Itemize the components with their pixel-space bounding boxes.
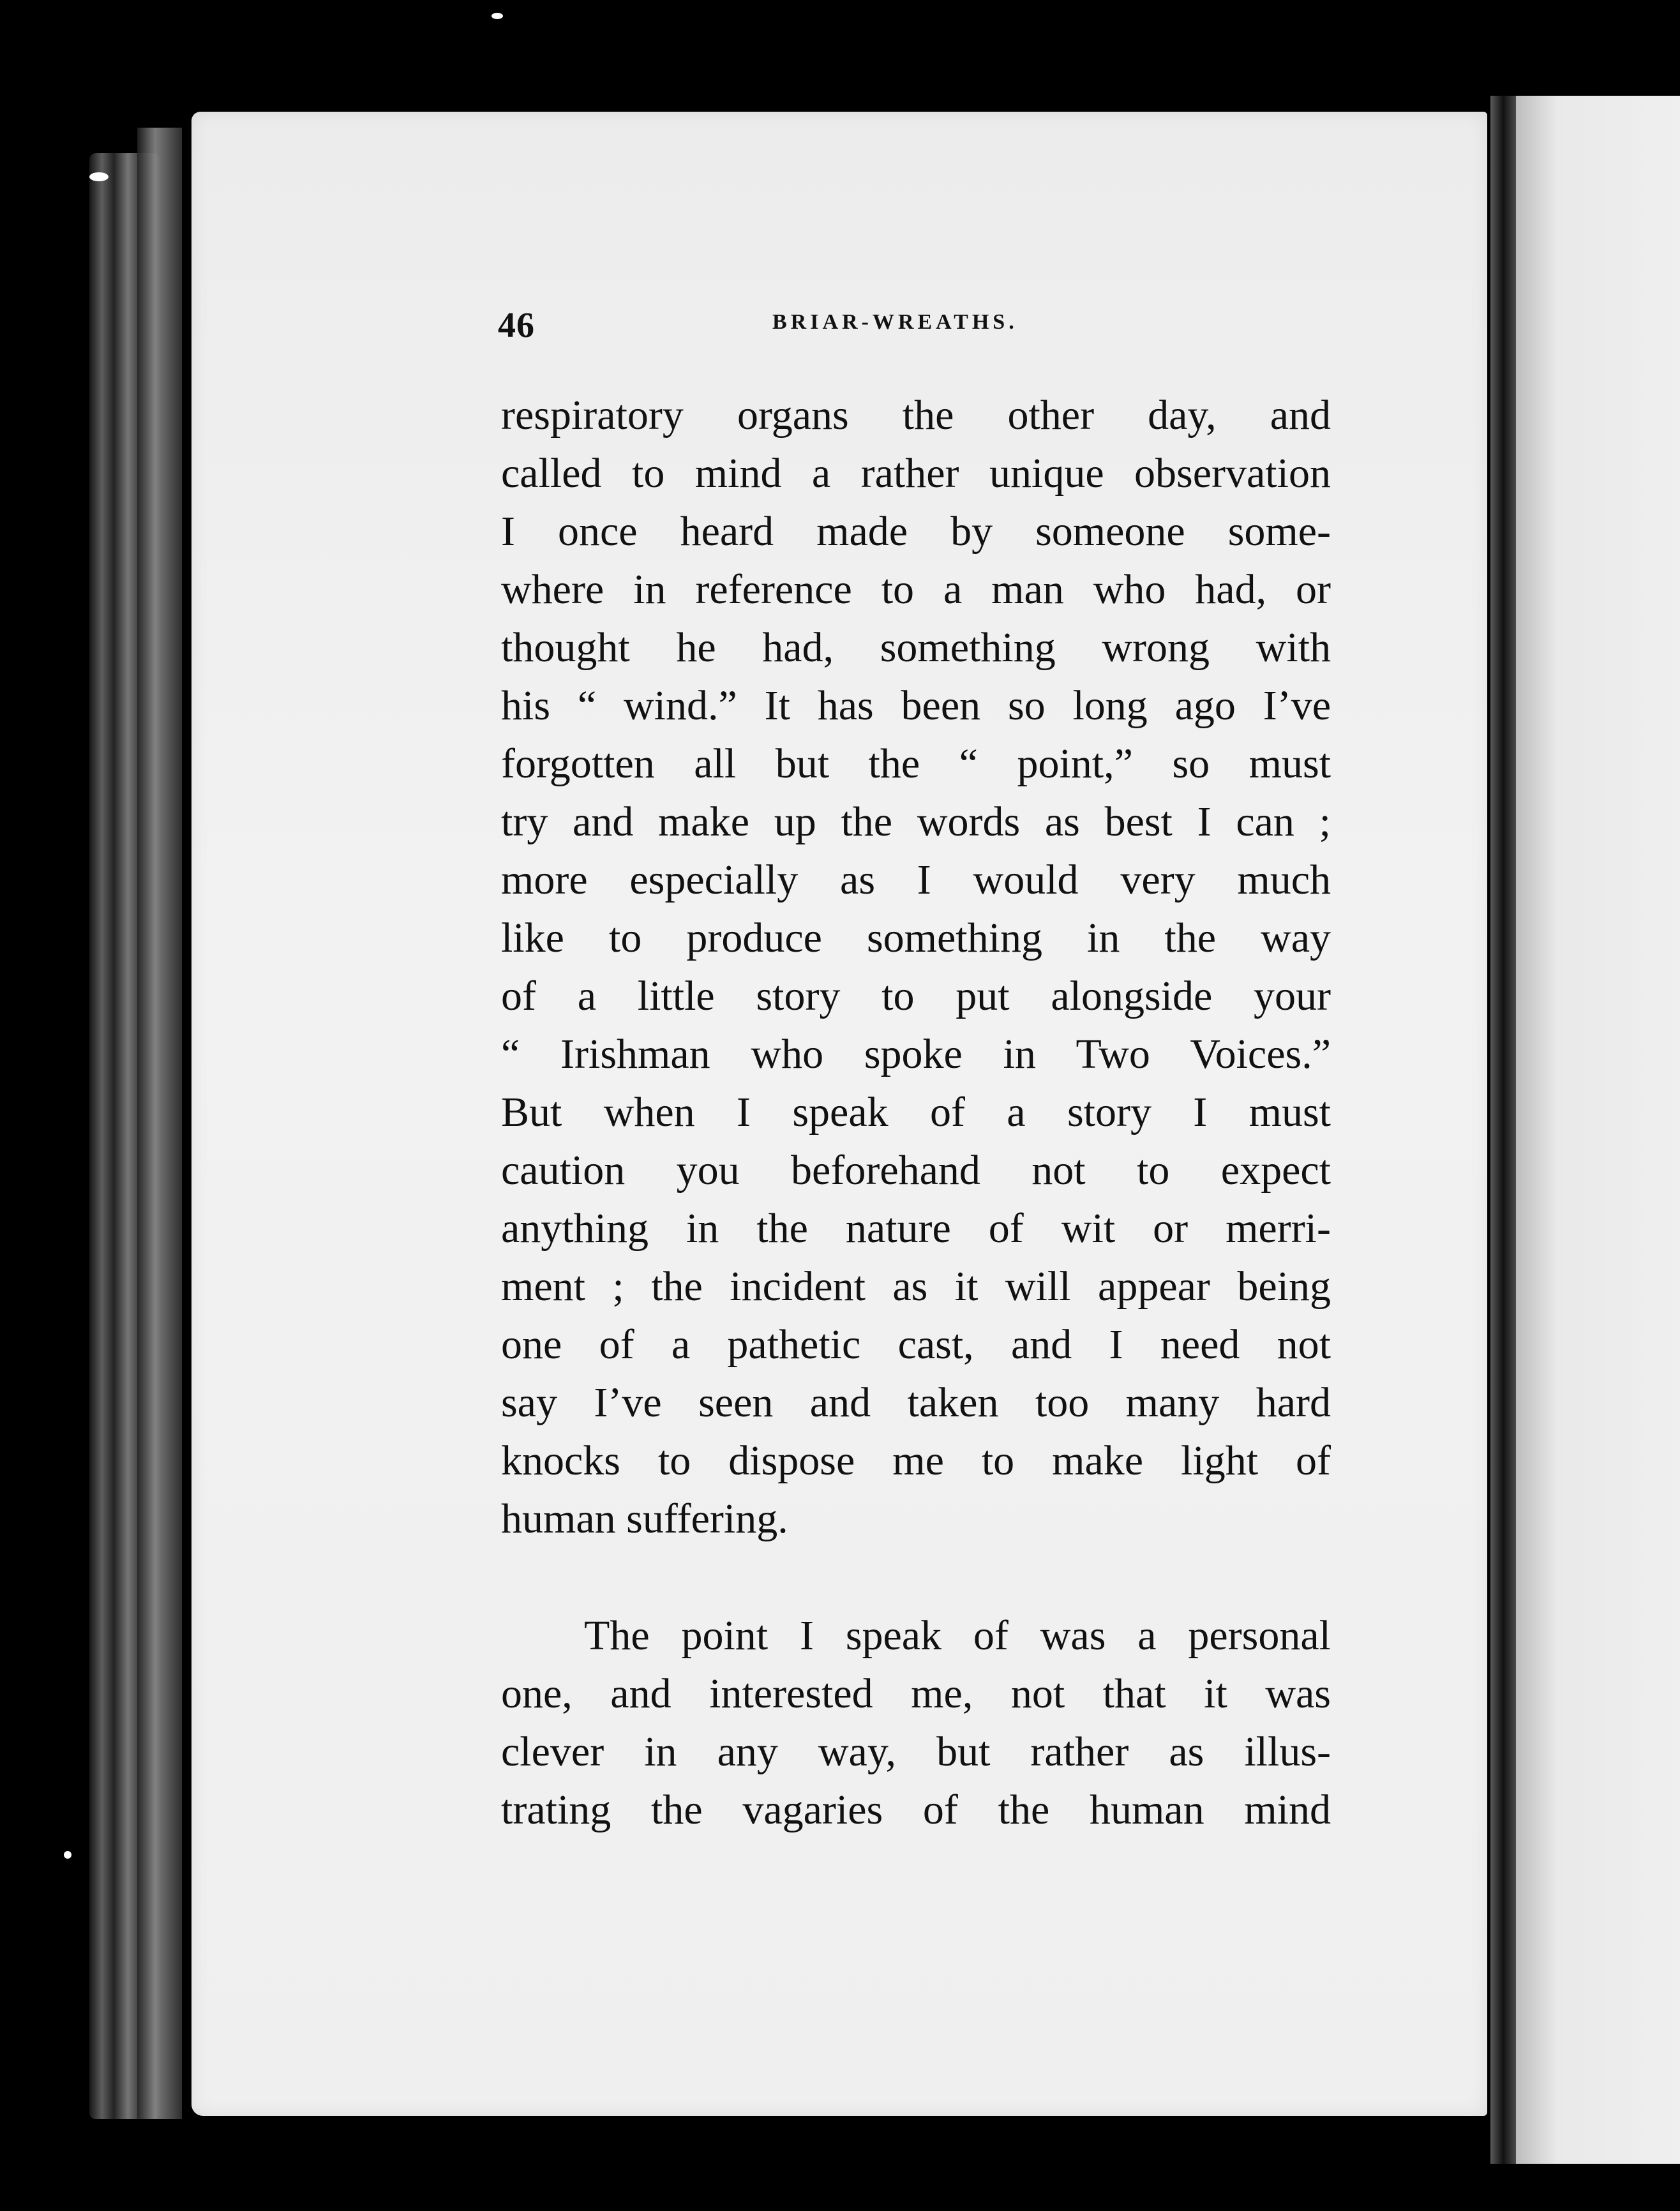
text-line: respiratory organs the other day, and xyxy=(501,392,1331,438)
text-line: human suffering. xyxy=(501,1495,788,1542)
text-line: trating the vagaries of the human mind xyxy=(501,1787,1331,1833)
text-line: try and make up the words as best I can ; xyxy=(501,798,1331,845)
text-line: anything in the nature of wit or merri- xyxy=(501,1205,1331,1252)
book-binding-edge xyxy=(137,128,182,2119)
text-line: forgotten all but the “ point,” so must xyxy=(501,740,1331,787)
text-line: like to produce something in the way xyxy=(501,915,1331,961)
text-line: I once heard made by someone some- xyxy=(501,508,1331,555)
text-line: of a little story to put alongside your xyxy=(501,973,1331,1019)
text-line: thought he had, something wrong with xyxy=(501,624,1331,671)
text-line: one, and interested me, not that it was xyxy=(501,1670,1331,1717)
text-line: more especially as I would very much xyxy=(501,857,1331,903)
text-line: The point I speak of was a personal xyxy=(584,1612,1331,1659)
page-header xyxy=(498,305,1340,356)
text-line: where in reference to a man who had, or xyxy=(501,566,1331,613)
text-line: knocks to dispose me to make light of xyxy=(501,1437,1331,1484)
page-number: 46 xyxy=(498,306,535,345)
page-gutter xyxy=(1490,96,1516,2164)
paragraph-gap xyxy=(501,1548,1331,1607)
text-line: clever in any way, but rather as illus- xyxy=(501,1728,1331,1775)
text-line: ment ; the incident as it will appear being xyxy=(501,1263,1331,1310)
scan-speck xyxy=(89,172,109,181)
text-line: his “ wind.” It has been so long ago I’ve xyxy=(501,682,1331,729)
text-line: caution you beforehand not to expect xyxy=(501,1147,1331,1194)
facing-page-edge xyxy=(1516,96,1680,2164)
text-line: one of a pathetic cast, and I need not xyxy=(501,1321,1331,1368)
text-line: called to mind a rather unique observation xyxy=(501,450,1331,497)
running-head: BRIAR-WREATHS. xyxy=(772,310,1018,334)
text-line: “ Irishman who spoke in Two Voices.” xyxy=(501,1031,1331,1077)
body-text xyxy=(501,386,1331,1839)
paragraph-2 xyxy=(501,1607,1331,1839)
text-line: But when I speak of a story I must xyxy=(501,1089,1331,1135)
scan-speck xyxy=(491,13,503,19)
text-line: say I’ve seen and taken too many hard xyxy=(501,1379,1331,1426)
paragraph-1 xyxy=(501,386,1331,1548)
scan-speck xyxy=(64,1851,71,1859)
